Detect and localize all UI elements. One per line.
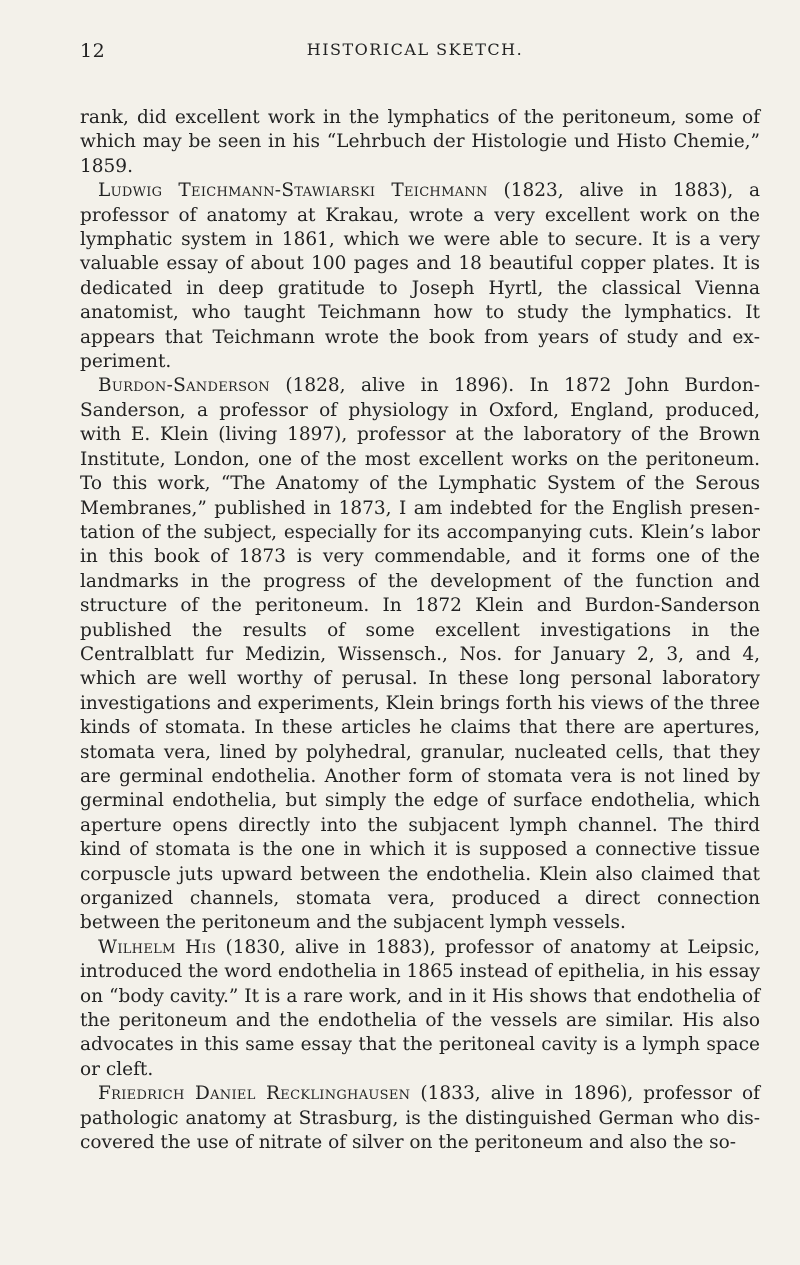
paragraph-lead: Ludwig Teichmann-Stawiarski Teichmann [98,180,488,202]
paragraph-text: rank, did excellent work in the lymphatics of the peritoneum, some of which may be seen in his “Lehrbuch der Histologie und Histo Chemie,” 1859. [80,107,760,177]
paragraph-text: (1830, alive in 1883), professor of anatomy at Leipsic, introduced the word endothelia in 1865 instead of epithelia, in his essay on “body cavity.” It is a rare work, and in it His shows that endothelia of the peritoneum and the endothelia of the vessels are similar. His also advocates in this same essay that the peritoneal cavity is a lymph space or cleft. [80,936,760,1080]
paragraph [80,374,760,935]
page-number: 12 [80,40,106,62]
paragraph-lead: Wilhelm His [98,936,217,958]
paragraph [80,179,760,374]
paragraph [80,936,760,1082]
body-text [80,106,760,1155]
running-head: HISTORICAL SKETCH. [306,40,524,59]
paragraph [80,1082,760,1155]
paragraph-lead: Burdon-Sanderson [98,375,270,397]
paragraph-text: (1833, alive in 1896), professor of pathologic anatomy at Strasburg, is the distinguished German who discovered the use of nitrate of silver on the peritoneum and also the so- [80,1083,760,1154]
paragraph-text: (1823, alive in 1883), a professor of anatomy at Krakau, wrote a very excellent work on the lymphatic system in 1861, which we were able to secure. It is a very valuable essay of about 100 pages and 18 beautiful copper plates. It is dedicated in deep gratitude to Joseph Hyrtl, the classical Vienna anatomist, who taught Teichmann how to study the lymphatics. It appears that Teichmann wrote the book from years of study and experiment. [80,180,760,373]
paragraph-lead: Friedrich Daniel Recklinghausen [98,1083,411,1105]
page-header [80,40,750,70]
paragraph-text: (1828, alive in 1896). In 1872 John Burdon-Sanderson, a professor of physiology in Oxford, England, produced, with E. Klein (living 1897), professor at the laboratory of the Brown Institute, London, one of the most excellent works on the peritoneum. To this work, “The Anatomy of the Lymphatic System of the Serous Membranes,” published in 1873, I am indebted for the English presentation of the subject, especially for its accompanying cuts. Klein’s labor in this book of 1873 is very commendable, and it forms one of the landmarks in the progress of the development of the function and structure of the peritoneum. In 1872 Klein and Burdon-Sanderson published the results of some excellent investigations in the Centralblatt fur Medizin, Wissensch., Nos. for January 2, 3, and 4, which are well worthy of perusal. In these long personal laboratory investigations and experiments, Klein brings forth his views of the three kinds of stomata. In these articles he claims that there are apertures, stomata vera, lined by polyhedral, granular, nucleated cells, that they are germinal endothelia. Another form of stomata vera is not lined by germinal endothelia, but simply the edge of surface endothelia, which aperture opens directly into the subjacent lymph channel. The third kind of stomata is the one in which it is supposed a connective tissue corpuscle juts upward between the endothelia. Klein also claimed that organized channels, stomata vera, produced a direct connection between the peritoneum and the subjacent lymph vessels. [80,375,760,934]
paragraph [80,106,760,179]
